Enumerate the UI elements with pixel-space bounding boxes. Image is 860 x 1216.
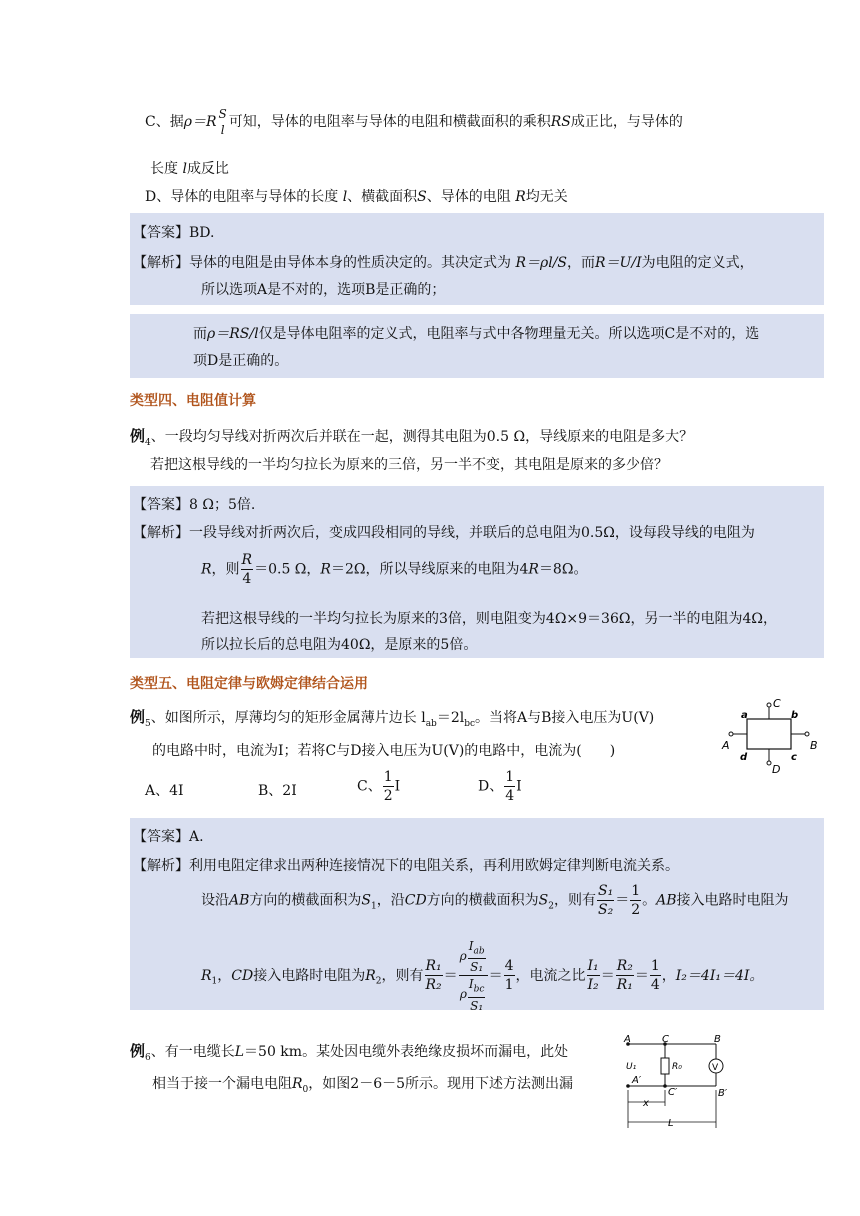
example5-text-b: ＝2l <box>436 710 465 726</box>
fig-label-a: a <box>741 710 748 721</box>
example6-line2-b: ，如图2－6－5所示。现用下述方法测出漏 <box>308 1076 574 1092</box>
analysis-3-line3-b: 仅是导体电阻率的定义式，电阻率与式中各物理量无关。所以选项C是不对的，选 <box>258 326 760 342</box>
option-d-s: S <box>417 189 427 205</box>
example-label: 例 <box>130 427 146 445</box>
analysis-5-line2 <box>201 884 789 917</box>
sub-ab: ab <box>425 718 437 729</box>
var-l: L <box>234 1044 245 1060</box>
circuit-label-U1: U₁ <box>626 1062 637 1072</box>
fig-label-D: D <box>772 763 781 776</box>
option-a: A、4I <box>145 783 184 799</box>
answer-4 <box>133 494 255 514</box>
example6-text-b: ＝50 km。某处因电缆外表绝缘皮损坏而漏电，此处 <box>244 1044 569 1060</box>
one-quarter-fraction <box>504 770 515 803</box>
cable-circuit-figure <box>618 1034 748 1132</box>
fraction-numerator: 1 <box>650 958 660 975</box>
fig-label-d: d <box>740 752 748 763</box>
fraction-denominator: l <box>220 123 225 137</box>
fig-label-b: b <box>791 710 799 721</box>
resistivity-definition-formula: ρ＝RS/l <box>207 326 259 342</box>
example-number: 4 <box>145 437 151 448</box>
resistance-law-formula: R＝ρl/S <box>515 255 568 271</box>
analysis-tag: 【解析】 <box>133 525 189 541</box>
example5-line1 <box>130 706 654 729</box>
answer-tag: 【答案】 <box>133 497 189 513</box>
an2-c: ，沿 <box>376 892 405 909</box>
circuit-label-Bp: B′ <box>718 1088 728 1099</box>
answer-value: BD. <box>189 225 215 241</box>
fraction-numerator: 1 <box>383 769 393 785</box>
var-r: R <box>528 561 539 578</box>
analysis-4-line4: 所以拉长后的总电阻为40Ω，是原来的5倍。 <box>201 637 478 653</box>
analysis-3-b: ，而 <box>567 255 596 271</box>
answer-tag: 【答案】 <box>133 829 189 845</box>
circuit-label-A: A <box>624 1034 631 1045</box>
option-d-d: 均无关 <box>525 189 568 205</box>
analysis-5-an1: 利用电阻定律求出两种连接情况下的电阻关系，再利用欧姆定律判断电流关系。 <box>189 858 679 874</box>
an3-eq3: ＝ <box>600 967 615 984</box>
fraction-denominator: I₂ <box>587 977 599 994</box>
option-d <box>145 186 568 206</box>
an3-r1: R <box>201 967 212 984</box>
circuit-label-Cp: C′ <box>668 1087 678 1098</box>
circuit-label-C: C <box>662 1034 669 1045</box>
answer-5 <box>133 826 204 846</box>
example5-text-a: 、如图所示，厚薄均匀的矩形金属薄片边长 l <box>150 710 426 726</box>
an2-e: ，则有 <box>554 892 596 909</box>
r1-r2-fraction <box>425 959 443 992</box>
var-r: R <box>201 561 212 578</box>
example6-line1 <box>130 1040 568 1063</box>
one-half-fraction <box>383 770 394 803</box>
fig-label-c: c <box>791 752 797 763</box>
fraction-numerator: 1 <box>631 883 641 899</box>
option-c-line1 <box>145 108 683 136</box>
r2-r1-fraction <box>616 959 634 992</box>
fraction-numerator: I₁ <box>587 958 599 975</box>
s1-s2-fraction <box>597 884 614 917</box>
ratio-denominator <box>459 976 488 1011</box>
analysis-3-line3 <box>193 323 759 343</box>
fraction-denominator: R₁ <box>616 977 633 994</box>
an2-s1: S <box>361 892 371 909</box>
l-ab: I <box>468 939 474 953</box>
option-c-l: l <box>182 161 187 177</box>
fraction-denominator: R₂ <box>425 977 442 994</box>
analysis-4-line3: 若把这根导线的一半均匀拉长为原来的3倍，则电阻变为4Ω×9＝36Ω，另一半的电阻为4Ω， <box>201 611 777 627</box>
svg-text:V: V <box>712 1063 719 1073</box>
analysis-4-a2-b: ，则 <box>211 561 240 578</box>
example5-options <box>145 770 565 810</box>
an2-b: 方向的横截面积为 <box>249 892 362 909</box>
an3-r2-sub: 2 <box>375 976 382 987</box>
an2-a: 设沿 <box>201 892 229 909</box>
an3-eq: ＝ <box>443 967 458 984</box>
fraction-numerator: S <box>218 107 227 121</box>
half-fraction <box>630 884 641 917</box>
resistivity-formula-lhs: ρ＝R <box>183 114 217 130</box>
an2-ab2: AB <box>656 892 677 909</box>
example5-text-c: 。当将A与B接入电压为U(V) <box>475 710 655 726</box>
analysis-tag: 【解析】 <box>133 858 189 874</box>
fraction-denominator: 4 <box>650 977 660 994</box>
analysis-4-a2-e: ＝2Ω，所以导线原来的电阻为4 <box>330 561 529 578</box>
fraction-numerator: S₁ <box>598 883 614 899</box>
circuit-label-R0: R₀ <box>672 1062 682 1072</box>
option-d-l: l <box>342 189 348 205</box>
fraction-denominator: S₂ <box>598 902 614 918</box>
fraction-denominator: 1 <box>504 977 514 994</box>
an3-r1-sub: 1 <box>211 976 218 987</box>
an2-ab: AB <box>229 892 250 909</box>
option-c-text1: 可知，导体的电阻率与导体的电阻和横截面积的乘积 <box>228 114 551 130</box>
an2-g: 接入电路时电阻为 <box>676 892 789 909</box>
analysis-3-c: 为电阻的定义式， <box>641 255 754 271</box>
analysis-5-line1 <box>133 855 679 875</box>
var-r: R <box>320 561 331 578</box>
analysis-5-line3 <box>201 940 763 1012</box>
option-c-line2 <box>150 158 229 178</box>
l-ab-sub: ab <box>473 946 485 957</box>
an2-s2: S <box>538 892 549 909</box>
answer-value: 8 Ω；5倍. <box>189 497 256 513</box>
metal-plate-figure <box>720 694 824 778</box>
fraction-numerator: 1 <box>505 769 515 785</box>
analysis-3-line3-a: 而 <box>193 326 207 342</box>
an3-a: ， <box>217 967 232 984</box>
option-d-r: R <box>515 189 526 205</box>
option-d-tail: I <box>516 778 522 795</box>
option-d-label: D、 <box>478 778 504 795</box>
analysis-4-line2 <box>201 553 587 586</box>
analysis-tag: 【解析】 <box>133 255 189 271</box>
example4-line1 <box>130 425 693 448</box>
option-c-rs: RS <box>550 114 571 130</box>
quarter-fraction <box>650 959 661 992</box>
answer-tag: 【答案】 <box>133 225 189 241</box>
section-heading-type5: 类型五、电阻定律与欧姆定律结合运用 <box>130 676 368 692</box>
circuit-label-B: B <box>714 1034 721 1045</box>
rho: ρ <box>459 987 467 1002</box>
option-d-c: 、导体的电阻 <box>426 189 511 205</box>
l-bc: I <box>468 977 474 992</box>
fraction-denominator: 4 <box>242 571 252 587</box>
option-c <box>357 770 400 803</box>
fig-label-C: C <box>773 697 781 710</box>
var-r0: R <box>292 1076 303 1092</box>
analysis-3-a: 导体的电阻是由导体本身的性质决定的。其决定式为 <box>189 255 511 271</box>
example6-text-a: 、有一电缆长 <box>150 1044 235 1060</box>
ratio-numerator <box>459 940 488 976</box>
option-b: B、2I <box>258 783 297 799</box>
an3-r2: R <box>365 967 376 984</box>
an3-b: 接入电路时电阻为 <box>253 967 366 984</box>
l-bc-sub: bc <box>473 984 485 995</box>
example4-line2: 若把这根导线的一半均匀拉长为原来的三倍，另一半不变，其电阻是原来的多少倍？ <box>150 457 668 473</box>
example5-line2: 的电路中时，电流为I；若将C与D接入电压为U(V)的电路中，电流为( ) <box>152 743 616 759</box>
example4-text1: 、一段均匀导线对折两次后并联在一起，测得其电阻为0.5 Ω，导线原来的电阻是多大？ <box>150 429 694 445</box>
option-c-tail: I <box>394 778 401 795</box>
fraction-denominator: 2 <box>631 902 641 918</box>
resistance-definition-formula: R＝U/I <box>595 255 642 271</box>
option-c-line2-a: 长度 <box>150 161 178 177</box>
option-d <box>478 770 522 803</box>
an3-d: ，电流之比 <box>515 967 586 984</box>
fraction-denominator: 4 <box>505 788 515 804</box>
circuit-label-x: x <box>643 1098 649 1109</box>
an2-s2-sub: 2 <box>548 901 554 912</box>
an3-c: ，则有 <box>381 967 424 984</box>
example-number: 6 <box>145 1052 151 1063</box>
s1: S₁ <box>470 960 484 975</box>
fraction-numerator: 4 <box>504 958 514 975</box>
an3-eq2: ＝ <box>488 967 503 984</box>
option-c-label: C、 <box>357 778 382 795</box>
four-over-one-fraction <box>504 959 515 992</box>
option-c-line2-b: 成反比 <box>186 161 229 177</box>
answer-value: A. <box>189 829 204 845</box>
an2-f: 。 <box>642 892 657 909</box>
example-label: 例 <box>130 1042 146 1060</box>
analysis-4-a2-c: ＝0.5 Ω， <box>254 561 321 578</box>
option-c-label: C、据 <box>145 114 184 130</box>
analysis-4-a2-g: ＝8Ω。 <box>538 561 588 578</box>
option-d-a: D、导体的电阻率与导体的长度 <box>145 189 339 205</box>
an2-d: 方向的横截面积为 <box>426 892 539 909</box>
option-c-text2: 成正比，与导体的 <box>570 114 683 130</box>
analysis-3-line1 <box>133 252 754 272</box>
an2-eq: ＝ <box>615 892 630 909</box>
i1-i2-fraction <box>587 959 600 992</box>
example-number: 5 <box>145 718 151 729</box>
rho: ρ <box>459 949 467 964</box>
an3-e: ， <box>661 967 676 984</box>
example-label: 例 <box>130 708 146 726</box>
leak-resistor <box>661 1058 669 1074</box>
plate-rect <box>747 719 791 749</box>
fig-label-B: B <box>810 739 818 752</box>
analysis-4-line1 <box>133 522 755 542</box>
fraction-denominator: 2 <box>383 788 393 804</box>
circuit-label-Ap: A′ <box>632 1075 642 1086</box>
s2: S₁ <box>470 998 484 1013</box>
lbc-s2-fraction <box>468 978 486 1011</box>
fraction-numerator: R <box>241 552 253 568</box>
fraction-numerator: R₁ <box>425 958 442 975</box>
an2-s1-sub: 1 <box>371 901 377 912</box>
formula-fraction <box>218 108 228 136</box>
var-r0-sub: 0 <box>302 1084 309 1095</box>
fraction-numerator: R₂ <box>616 958 633 975</box>
analysis-3-line2: 所以选项A是不对的，选项B是正确的； <box>201 282 446 298</box>
circuit-label-L: L <box>668 1118 674 1129</box>
fig-label-A: A <box>722 739 730 752</box>
r-over-4-fraction <box>241 553 254 586</box>
an2-cd: CD <box>404 892 427 909</box>
resistance-ratio-fraction <box>459 940 488 1012</box>
analysis-3-line4: 项D是正确的。 <box>193 353 289 369</box>
lab-s1-fraction <box>468 940 486 973</box>
example6-line2 <box>152 1073 573 1095</box>
an3-cd: CD <box>231 967 254 984</box>
sub-bc: bc <box>464 718 476 729</box>
an3-tail: I₂＝4I₁＝4I。 <box>675 967 764 984</box>
option-d-b: 、横截面积 <box>347 189 418 205</box>
answer-3 <box>133 222 214 242</box>
analysis-4-a1: 一段导线对折两次后，变成四段相同的导线，并联后的总电阻为0.5Ω，设每段导线的电阻为 <box>189 525 755 541</box>
section-heading-type4: 类型四、电阻值计算 <box>130 393 256 409</box>
an3-eq4: ＝ <box>634 967 649 984</box>
example6-line2-a: 相当于接一个漏电电阻 <box>152 1076 292 1092</box>
